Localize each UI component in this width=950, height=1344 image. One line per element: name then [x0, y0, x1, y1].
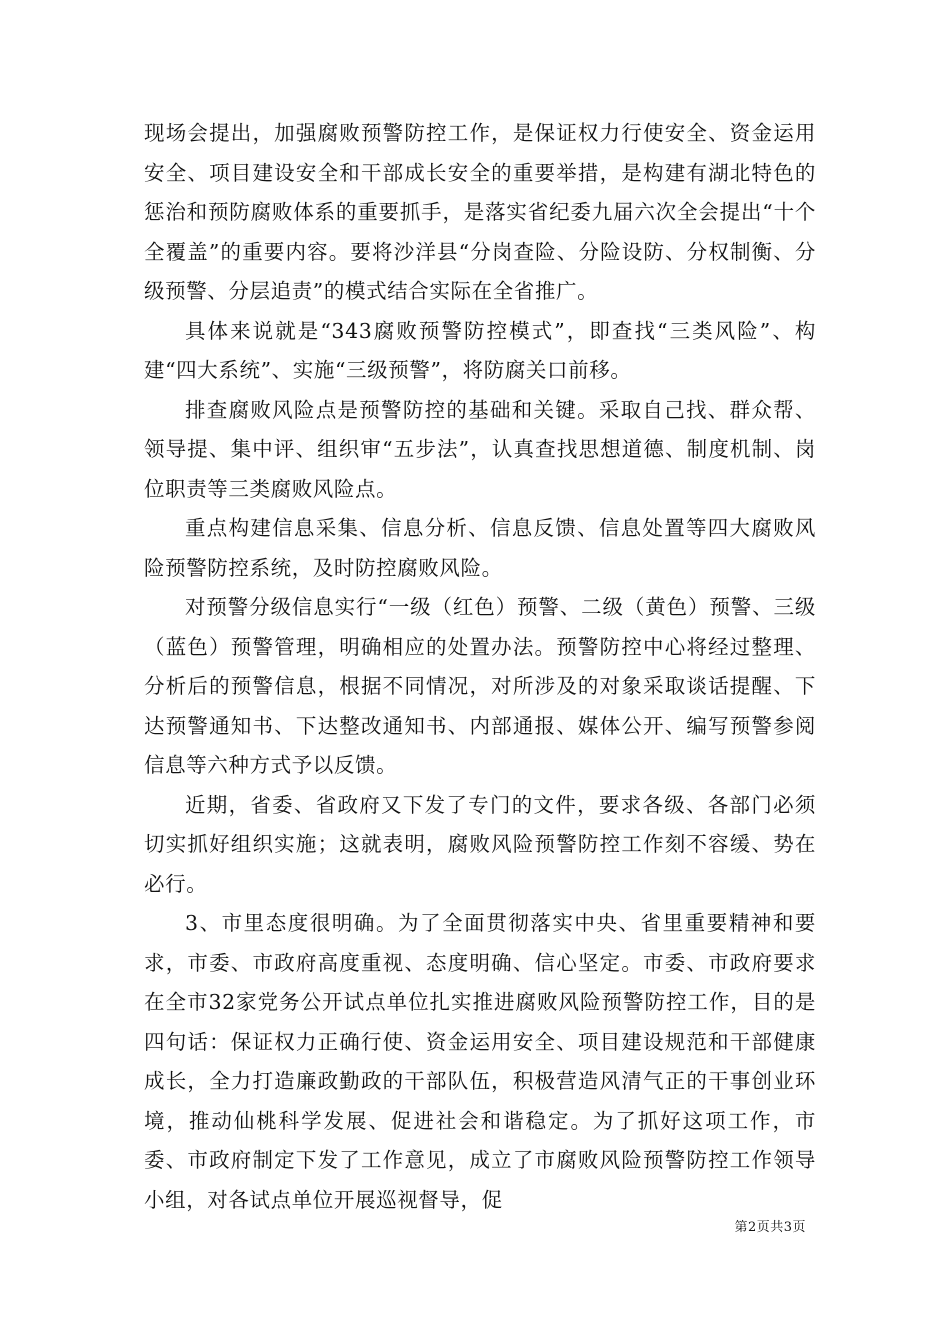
document-body — [144, 114, 816, 1220]
paragraph-2: 具体来说就是“343腐败预警防控模式”，即查找“三类风险”、构建“四大系统”、实施“三级预警”，将防腐关口前移。 — [144, 318, 816, 382]
paragraph-4: 重点构建信息采集、信息分析、信息反馈、信息处置等四大腐败风险预警防控系统，及时防控腐败风险。 — [144, 516, 816, 580]
paragraph-3: 排查腐败风险点是预警防控的基础和关键。采取自己找、群众帮、领导提、集中评、组织审“五步法”，认真查找思想道德、制度机制、岗位职责等三类腐败风险点。 — [144, 397, 816, 501]
paragraph-6: 近期，省委、省政府又下发了专门的文件，要求各级、各部门必须切实抓好组织实施；这就表明，腐败风险预警防控工作刻不容缓、势在必行。 — [144, 792, 816, 896]
paragraph-7: 3、市里态度很明确。为了全面贯彻落实中央、省里重要精神和要求，市委、市政府高度重视、态度明确、信心坚定。市委、市政府要求在全市32家党务公开试点单位扎实推进腐败风险预警防控工作，目的是四句话：保证权力正确行使、资金运用安全、项目建设规范和干部健康成长，全力打造廉政勤政的干部队伍，积极营造风清气正的干事创业环境，推动仙桃科学发展、促进社会和谐稳定。为了抓好这项工作，市委、市政府制定下发了工作意见，成立了市腐败风险预警防控工作领导小组，对各试点单位开展巡视督导，促 — [144, 911, 816, 1212]
page-number-footer: 第2页共3页 — [734, 1220, 806, 1235]
paragraph-1: 现场会提出，加强腐败预警防控工作，是保证权力行使安全、资金运用安全、项目建设安全和干部成长安全的重要举措，是构建有湖北特色的惩治和预防腐败体系的重要抓手，是落实省纪委九届六次全会提出“十个全覆盖”的重要内容。要将沙洋县“分岗查险、分险设防、分权制衡、分级预警、分层追责”的模式结合实际在全省推广。 — [144, 121, 816, 303]
paragraph-5: 对预警分级信息实行“一级（红色）预警、二级（黄色）预警、三级（蓝色）预警管理，明确相应的处置办法。预警防控中心将经过整理、分析后的预警信息，根据不同情况，对所涉及的对象采取谈话提醒、下达预警通知书、下达整改通知书、内部通报、媒体公开、编写预警参阅信息等六种方式予以反馈。 — [144, 595, 816, 777]
